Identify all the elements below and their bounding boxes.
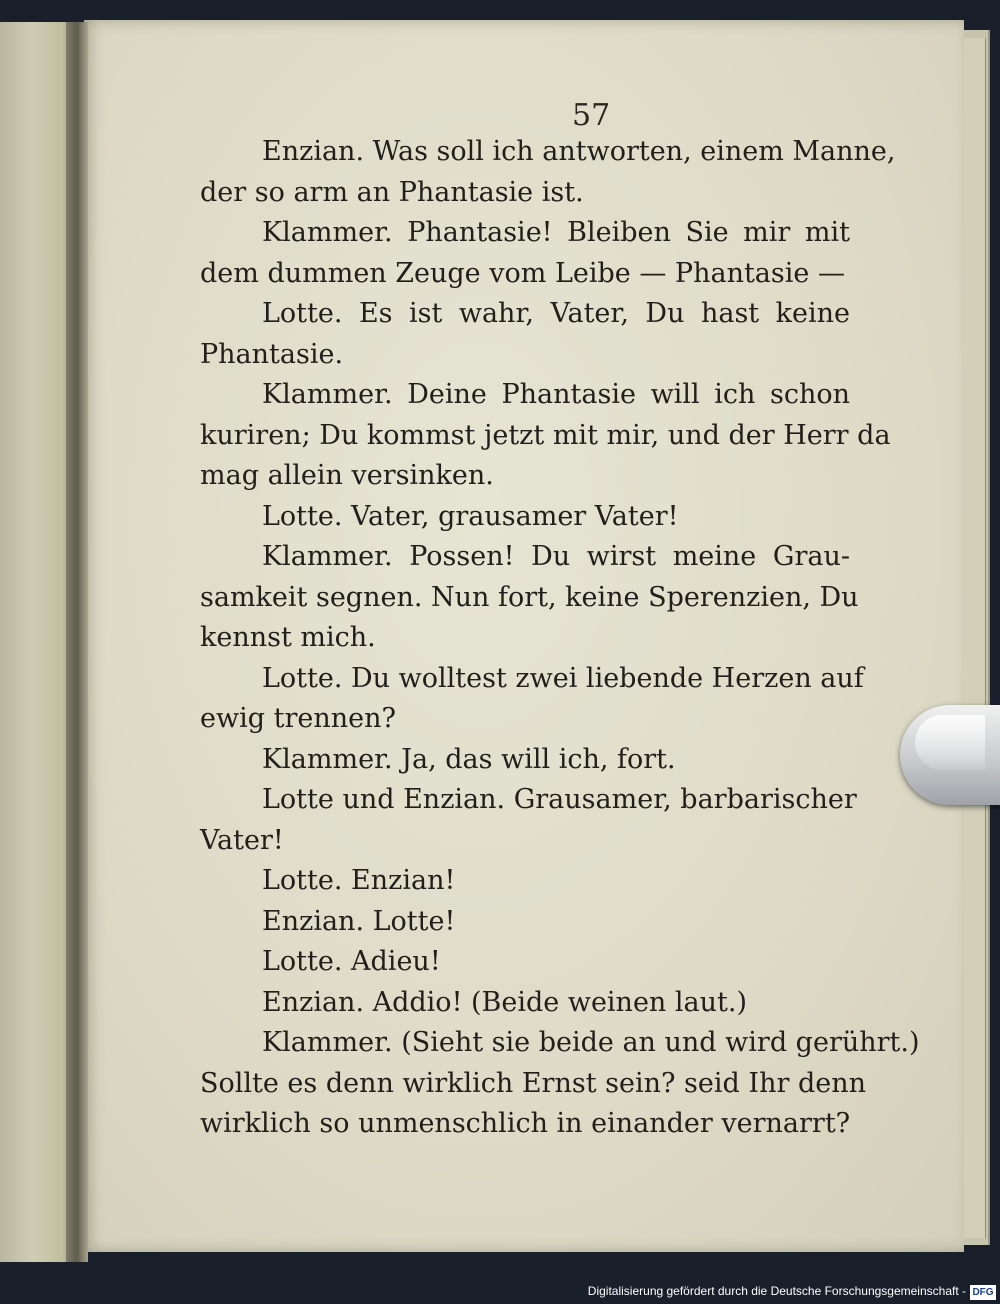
text-line: Enzian. Was soll ich antworten, einem Manne, — [262, 136, 896, 167]
text-line: Klammer. Ja, das will ich, fort. — [262, 743, 676, 775]
book-gutter — [66, 22, 88, 1262]
text-line: kennst mich. — [200, 622, 376, 653]
page-text — [200, 132, 920, 1145]
text-line: kuriren; Du kommst jetzt mit mir, und der Herr da — [200, 419, 891, 451]
text-line: Lotte und Enzian. Grausamer, barbarischer — [262, 784, 857, 815]
text-line: ewig trennen? — [200, 703, 396, 734]
text-line: wirklich so unmenschlich in einander vernarrt? — [200, 1108, 851, 1139]
text-line: Sollte es denn wirklich Ernst sein? seid Ihr denn — [200, 1067, 866, 1099]
text-line: Klammer. Deine Phantasie will ich schon — [262, 379, 850, 410]
digitization-credit: Digitalisierung gefördert durch die Deutsche Forschungsgemeinschaft - — [587, 1284, 966, 1298]
text-line: Lotte. Enzian! — [262, 865, 456, 896]
text-line: Vater! — [200, 824, 284, 856]
text-line: samkeit segnen. Nun fort, keine Sperenzien, Du — [200, 581, 859, 613]
text-line: Enzian. Addio! (Beide weinen laut.) — [262, 986, 747, 1018]
dfg-logo: DFG — [970, 1285, 996, 1300]
page-clip-shine — [915, 715, 985, 770]
text-line: Enzian. Lotte! — [262, 905, 456, 937]
text-line: Lotte. Adieu! — [262, 946, 441, 977]
page-number: 57 — [572, 98, 611, 133]
text-line: Lotte. Vater, grausamer Vater! — [262, 500, 679, 532]
text-line: Lotte. Du wolltest zwei liebende Herzen auf — [262, 662, 864, 694]
text-line: Klammer. Possen! Du wirst meine Grau- — [262, 541, 850, 572]
text-line: der so arm an Phantasie ist. — [200, 176, 584, 208]
text-line: Phantasie. — [200, 338, 344, 370]
text-line: mag allein versinken. — [200, 460, 494, 491]
text-line: dem dummen Zeuge vom Leibe — Phantasie — — [200, 257, 845, 289]
text-line: Klammer. (Sieht sie beide an und wird gerührt.) — [262, 1027, 920, 1058]
text-line: Klammer. Phantasie! Bleiben Sie mir mit — [262, 217, 850, 248]
text-line: Lotte. Es ist wahr, Vater, Du hast keine — [262, 298, 850, 329]
